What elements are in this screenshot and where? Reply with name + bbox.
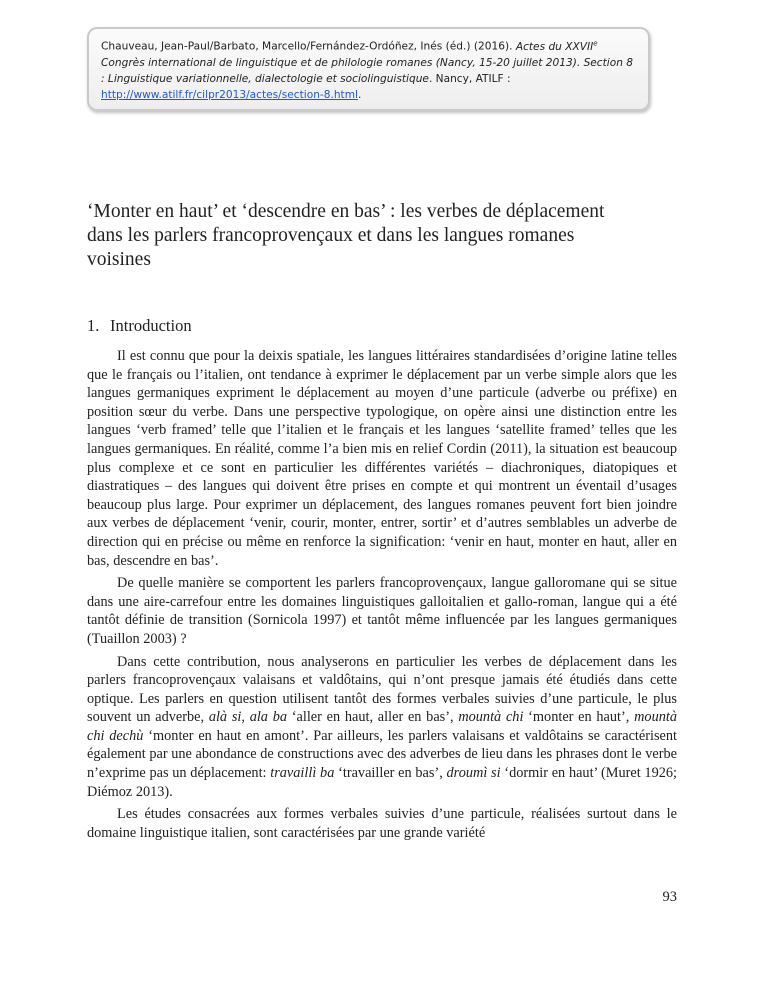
citation-url-link[interactable]: http://www.atilf.fr/cilpr2013/actes/section-8.html [101,88,358,101]
article-title: ‘Monter en haut’ et ‘descendre en bas’ : les verbes de déplacement dans les parlers francoprovençaux et dans les langues romanes voisines [87,201,605,270]
paragraph-1: Il est connu que pour la deixis spatiale, les langues littéraires standardisées d’origine latine telles que le français ou l’italien, ont tendance à exprimer le déplacement par un verbe simple alors que les langues germaniques expriment le déplacement au moyen d’une particule (adverbe ou préfixe) en position sœur du verbe. Dans une perspective typologique, on opère ainsi une distinction entre les langues ‘verb framed’ telle que l’italien et le français et les langues ‘satellite framed’ telles que les langues germaniques. En réalité, comme l’a bien mis en relief Cordin (2011), la situation est beaucoup plus complexe et ce sont en particulier les différentes variétés – diachroniques, diatopiques et diastratiques – des langues qui doivent être prises en compte et qui montrent un éventail d’usages beaucoup plus large. Pour exprimer un déplacement, des langues romanes peuvent fort bien joindre aux verbes de déplacement ‘venir, courir, monter, entrer, sortir’ et d’autres semblables un adverbe de direction qui en précise ou même en renforce la signification: ‘venir en haut, monter en haut, aller en bas, descendre en bas’. [87,348,677,569]
paragraph-2: De quelle manière se comportent les parlers francoprovençaux, langue galloromane qui se situe dans une aire-carrefour entre les domaines linguistiques galloitalien et gallo-roman, langue qui a été tantôt définie de transition (Sornicola 1997) et tantôt même influencée par les langues germaniques (Tuaillon 2003) ? [87,575,677,647]
citation-box: Chauveau, Jean-Paul/Barbato, Marcello/Fernández-Ordóñez, Inés (éd.) (2016). Actes du XXVIIe Congrès international de linguistique et de philologie romanes (Nancy, 15-20 juillet 2013). Section 8 : Linguistique variationnelle, dialectologie et sociolinguistique. Nancy, ATILF : http://www.atilf.fr/cilpr2013/actes/section-8.html. [87,27,650,111]
citation-publisher: . Nancy, ATILF : [428,72,511,85]
section-title: Introduction [110,316,192,335]
section-number: 1. [87,316,100,335]
citation-authors: Chauveau, Jean-Paul/Barbato, Marcello/Fernández-Ordóñez, Inés (éd.) (2016). [101,40,513,53]
paragraph-4: Les études consacrées aux formes verbales suivies d’une particule, réalisées surtout dans le domaine linguistique italien, sont caractérisées par une grande variété [87,806,677,841]
citation-congress: Congrès international de linguistique et de philologie romanes (Nancy, 15-20 juillet 2013). Section 8 : Linguistique variationnelle, dialectologie et sociolinguistique [101,56,634,85]
section-heading [87,316,192,336]
paragraph-3: Dans cette contribution, nous analyserons en particulier les verbes de déplacement dans les parlers francoprovençaux valaisans et valdôtains, qui n’ont presque jamais été étudiés dans cette optique. Les parlers en question utilisent tantôt des formes verbales suivies d’une particule, le plus souvent un adverbe, alà si, ala ba ‘aller en haut, aller en bas’, mountà chi ‘monter en haut’, mountà chi dechù ‘monter en haut en amont’. Par ailleurs, les parlers valaisans et valdôtains se caractérisent également par une abondance de constructions avec des adverbes de lieu dans les phrases dont le verbe n’exprime pas un déplacement: travaillì ba ‘travailler en bas’, droumì si ‘dormir en haut’ (Muret 1926; Diémoz 2013). [87,653,677,800]
body-text [87,347,677,846]
page-number: 93 [662,889,677,905]
citation-proceedings: Actes du XXVIIe [515,39,598,53]
